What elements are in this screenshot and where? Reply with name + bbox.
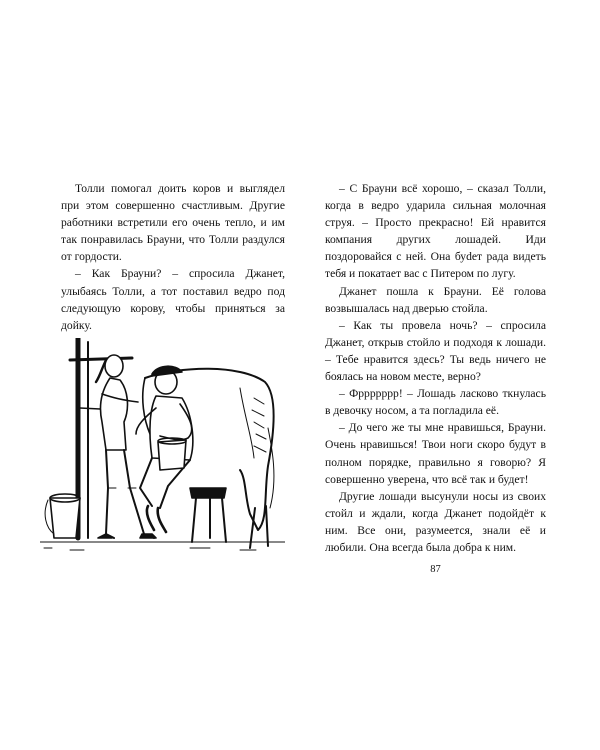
paragraph: – С Брауни всё хорошо, – сказал Толли, когда в ведро ударила сильная молочная струя. – Просто прекрасно! Ей нравится компания других лошадей. Иди поздоровайся с ней. Она буdет рада видеть тебя и покатает вас с Питером по лугу.	[325, 182, 546, 281]
paragraph: – Как ты провела ночь? – спросила Джанет, открыв стойло и подходя к лошади. – Тебе нравится здесь? Ты ведь ничего не боялась на новом месте, верно?	[325, 318, 546, 384]
paragraph: Толли помогал доить коров и выглядел при этом совершенно счастливым. Другие работники встретили его очень тепло, и им так понравилась Брауни, что Толли раздулся от гордости.	[61, 182, 285, 264]
left-text-column	[61, 180, 285, 334]
right-text-column	[325, 180, 546, 556]
barn-milking-illustration	[40, 338, 285, 560]
paragraph: Джанет пошла к Брауни. Её голова возвышалась над дверью стойла.	[325, 284, 546, 315]
paragraph: – До чего же ты мне нравишься, Брауни. Очень нравишься! Твои ноги скоро будут в полном порядке, правильно я говорю? Я совершенно уверена, что всё так и будет!	[325, 421, 546, 486]
paragraph: – Фррррррр! – Лошадь ласково ткнулась в девочку носом, а та погладила её.	[325, 387, 546, 418]
paragraph: – Как Брауни? – спросила Джанет, улыбаясь Толли, а тот поставил ведро под следующую корову, чтобы приняться за дойку.	[61, 267, 285, 332]
paragraph: Другие лошади высунули носы из своих стойл и ждали, когда Джанет подойдёт к ним. Все они, разумеется, знали её и любили. Она всегда была добра к ним.	[325, 489, 546, 554]
page-number: 87	[430, 564, 441, 575]
